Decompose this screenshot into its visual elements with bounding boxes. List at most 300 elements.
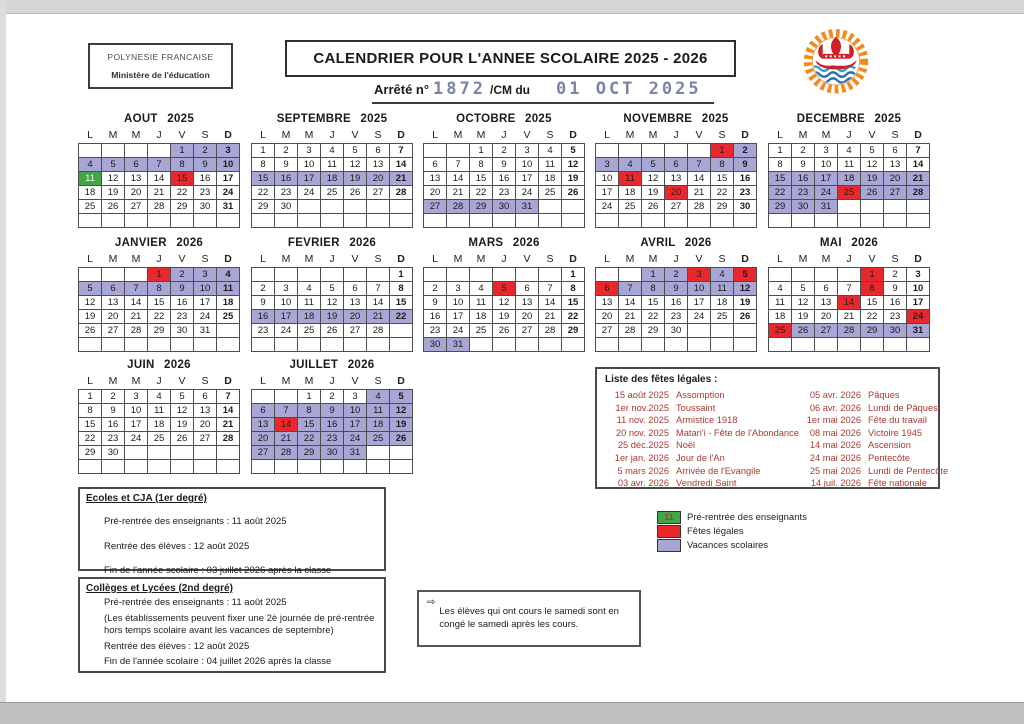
day-cell: 9 (252, 296, 275, 310)
weekday-header: V (351, 375, 359, 388)
day-cell: 5 (79, 282, 102, 296)
day-cell: 1 (562, 268, 585, 282)
day-cell: 15 (769, 172, 792, 186)
day-cell: 22 (171, 186, 194, 200)
legend-swatch-vac (657, 539, 681, 552)
fete-date: 1er mai 2026 (806, 415, 861, 426)
day-cell: 24 (596, 200, 619, 214)
ecoles-line: Fin de l'année scolaire : 03 juillet 2026 après la classe (104, 565, 332, 576)
day-cell: 25 (298, 324, 321, 338)
arrete-line (372, 79, 714, 104)
day-cell: 7 (619, 282, 642, 296)
day-cell: 5 (562, 144, 585, 158)
weekday-header: D (741, 129, 749, 142)
day-cell: 21 (390, 172, 413, 186)
day-cell: 6 (884, 144, 907, 158)
day-cell: 21 (275, 432, 298, 446)
day-cell: 24 (516, 186, 539, 200)
weekday-header: J (329, 253, 335, 266)
day-cell (298, 200, 321, 214)
day-cell (367, 460, 390, 474)
day-cell: 17 (815, 172, 838, 186)
day-cell (619, 268, 642, 282)
day-cell: 26 (562, 186, 585, 200)
day-cell: 31 (516, 200, 539, 214)
week-row (596, 172, 757, 186)
weekday-header-row (79, 128, 240, 144)
week-row (769, 172, 930, 186)
month-table (78, 374, 240, 474)
day-cell: 31 (815, 200, 838, 214)
day-cell: 11 (321, 158, 344, 172)
day-cell: 25 (619, 200, 642, 214)
week-row (252, 338, 413, 352)
weekday-header: J (501, 129, 507, 142)
weekday-header: V (523, 253, 531, 266)
day-cell: 28 (275, 446, 298, 460)
day-cell: 3 (298, 144, 321, 158)
month-title: OCTOBRE 2025 (456, 113, 552, 125)
week-row (424, 214, 585, 228)
day-cell (516, 338, 539, 352)
day-cell: 23 (792, 186, 815, 200)
day-cell: 28 (447, 200, 470, 214)
day-cell: 6 (665, 158, 688, 172)
day-cell (79, 338, 102, 352)
day-cell: 28 (619, 324, 642, 338)
day-cell: 29 (711, 200, 734, 214)
day-cell: 17 (596, 186, 619, 200)
day-cell: 21 (907, 172, 930, 186)
day-cell: 18 (367, 418, 390, 432)
day-cell: 18 (148, 418, 171, 432)
fete-row (797, 389, 948, 402)
day-cell (884, 338, 907, 352)
day-cell (838, 268, 861, 282)
day-cell: 17 (688, 296, 711, 310)
weekday-header-row (252, 374, 413, 390)
weekday-header: D (397, 253, 405, 266)
day-cell: 23 (734, 186, 757, 200)
week-row (769, 296, 930, 310)
day-cell: 27 (884, 186, 907, 200)
week-row (596, 282, 757, 296)
week-row (769, 186, 930, 200)
day-cell: 14 (688, 172, 711, 186)
day-cell (493, 268, 516, 282)
day-cell: 5 (642, 158, 665, 172)
month-decembre-2025 (768, 113, 930, 228)
day-cell: 6 (596, 282, 619, 296)
scan-edge-left (0, 0, 6, 723)
day-cell: 23 (171, 310, 194, 324)
weekday-header: M (798, 253, 808, 266)
day-cell: 17 (447, 310, 470, 324)
day-cell: 20 (596, 310, 619, 324)
weekday-header: V (351, 129, 359, 142)
day-cell: 26 (861, 186, 884, 200)
ecoles-box-title: Ecoles et CJA (1er degré) (86, 493, 207, 504)
day-cell: 21 (217, 418, 240, 432)
legend-swatch-fet (657, 525, 681, 538)
day-cell (252, 214, 275, 228)
day-cell: 16 (102, 418, 125, 432)
day-cell: 7 (148, 158, 171, 172)
week-row (769, 214, 930, 228)
day-cell: 17 (217, 172, 240, 186)
day-cell (447, 268, 470, 282)
week-row (79, 172, 240, 186)
arrete-number-stamp: 1872 (433, 79, 486, 99)
day-cell: 19 (734, 296, 757, 310)
day-cell: 4 (838, 144, 861, 158)
day-cell: 8 (470, 158, 493, 172)
weekday-header: J (846, 253, 852, 266)
day-cell: 20 (516, 310, 539, 324)
day-cell: 27 (367, 186, 390, 200)
day-cell: 25 (769, 324, 792, 338)
day-cell: 17 (298, 172, 321, 186)
day-cell: 2 (792, 144, 815, 158)
day-cell: 3 (125, 390, 148, 404)
day-cell: 13 (424, 172, 447, 186)
weekday-header: S (201, 129, 209, 142)
week-row (79, 310, 240, 324)
day-cell: 7 (367, 282, 390, 296)
day-cell: 2 (194, 144, 217, 158)
day-cell: 13 (665, 172, 688, 186)
weekday-header: V (868, 253, 876, 266)
day-cell: 10 (815, 158, 838, 172)
weekday-header: M (131, 129, 141, 142)
day-cell: 30 (194, 200, 217, 214)
day-cell: 15 (79, 418, 102, 432)
day-cell: 27 (424, 200, 447, 214)
day-cell (390, 338, 413, 352)
day-cell: 18 (217, 296, 240, 310)
weekday-header: J (329, 375, 335, 388)
day-cell: 10 (194, 282, 217, 296)
day-cell: 11 (298, 296, 321, 310)
week-row (769, 338, 930, 352)
day-cell: 6 (815, 282, 838, 296)
day-cell: 11 (769, 296, 792, 310)
fete-date: 20 nov. 2025 (615, 427, 669, 438)
fete-date: 5 mars 2026 (617, 465, 669, 476)
day-cell (562, 338, 585, 352)
day-cell (539, 268, 562, 282)
day-cell: 14 (217, 404, 240, 418)
weekday-header-row (252, 252, 413, 268)
day-cell: 25 (539, 186, 562, 200)
weekday-header: L (604, 129, 610, 142)
day-cell (861, 214, 884, 228)
day-cell: 16 (884, 296, 907, 310)
weekday-header-row (424, 128, 585, 144)
weekday-header: D (741, 253, 749, 266)
day-cell (390, 446, 413, 460)
page-title: CALENDRIER POUR L'ANNEE SCOLAIRE 2025 - 2026 (313, 50, 708, 67)
day-cell: 24 (447, 324, 470, 338)
day-cell: 18 (79, 186, 102, 200)
weekday-header-row (769, 128, 930, 144)
day-cell (298, 214, 321, 228)
week-row (252, 144, 413, 158)
day-cell: 15 (252, 172, 275, 186)
day-cell (171, 460, 194, 474)
weekday-header-row (252, 128, 413, 144)
day-cell: 26 (792, 324, 815, 338)
week-row (79, 214, 240, 228)
weekday-header: S (374, 375, 382, 388)
fete-name: Lundi de Pentecôte (868, 465, 949, 476)
legend-swatch-pre: 11 (657, 511, 681, 524)
month-title: DECEMBRE 2025 (796, 113, 902, 125)
day-cell (125, 268, 148, 282)
day-cell: 6 (367, 144, 390, 158)
day-cell: 24 (125, 432, 148, 446)
week-row (596, 200, 757, 214)
day-cell: 9 (102, 404, 125, 418)
day-cell: 6 (102, 282, 125, 296)
fete-name: Ascension (868, 440, 911, 451)
fete-date: 14 mai 2026 (809, 440, 861, 451)
day-cell: 12 (493, 296, 516, 310)
month-table (78, 252, 240, 352)
day-cell: 9 (171, 282, 194, 296)
month-title: JANVIER 2026 (114, 237, 204, 249)
day-cell: 15 (642, 296, 665, 310)
day-cell: 19 (171, 418, 194, 432)
day-cell: 12 (344, 158, 367, 172)
day-cell: 8 (252, 158, 275, 172)
weekday-header: S (201, 253, 209, 266)
day-cell: 20 (424, 186, 447, 200)
day-cell (367, 268, 390, 282)
week-row (424, 324, 585, 338)
day-cell: 27 (102, 324, 125, 338)
month-title: AOUT 2025 (123, 113, 195, 125)
day-cell: 31 (344, 446, 367, 460)
weekday-header: M (108, 253, 118, 266)
day-cell: 8 (79, 404, 102, 418)
weekday-header: M (625, 129, 635, 142)
day-cell (79, 268, 102, 282)
day-cell (102, 338, 125, 352)
month-table (768, 252, 930, 352)
day-cell: 7 (217, 390, 240, 404)
colleges-line: Pré-rentrée des enseignants : 11 août 2025 (104, 597, 287, 608)
day-cell (217, 324, 240, 338)
week-row (596, 296, 757, 310)
day-cell: 17 (516, 172, 539, 186)
week-row (424, 144, 585, 158)
day-cell (321, 200, 344, 214)
weekday-header: M (304, 129, 314, 142)
week-row (252, 186, 413, 200)
week-row (79, 282, 240, 296)
day-cell: 19 (390, 418, 413, 432)
day-cell: 3 (194, 268, 217, 282)
weekday-header: M (476, 129, 486, 142)
day-cell: 11 (79, 172, 102, 186)
day-cell: 12 (79, 296, 102, 310)
day-cell: 30 (734, 200, 757, 214)
day-cell (390, 214, 413, 228)
day-cell: 19 (861, 172, 884, 186)
day-cell: 22 (769, 186, 792, 200)
month-fevrier-2026 (251, 237, 413, 352)
colleges-line: Fin de l'année scolaire : 04 juillet 2026 après la classe (104, 656, 332, 667)
day-cell: 29 (642, 324, 665, 338)
day-cell: 27 (194, 432, 217, 446)
ecoles-line: Rentrée des élèves : 12 août 2025 (104, 540, 250, 552)
day-cell: 23 (252, 324, 275, 338)
week-row (424, 310, 585, 324)
weekday-header: J (156, 129, 162, 142)
day-cell: 12 (102, 172, 125, 186)
day-cell (171, 338, 194, 352)
day-cell: 26 (344, 186, 367, 200)
day-cell: 7 (447, 158, 470, 172)
day-cell: 11 (367, 404, 390, 418)
legend-item-vac (657, 539, 907, 552)
day-cell: 2 (171, 268, 194, 282)
day-cell: 18 (838, 172, 861, 186)
day-cell (470, 338, 493, 352)
day-cell: 22 (711, 186, 734, 200)
day-cell (470, 214, 493, 228)
day-cell: 6 (194, 390, 217, 404)
week-row (596, 158, 757, 172)
day-cell: 29 (298, 446, 321, 460)
weekday-header: S (891, 253, 899, 266)
day-cell: 15 (148, 296, 171, 310)
day-cell: 30 (102, 446, 125, 460)
day-cell: 16 (424, 310, 447, 324)
day-cell: 20 (367, 172, 390, 186)
weekday-header: V (523, 129, 531, 142)
day-cell (493, 338, 516, 352)
day-cell: 22 (642, 310, 665, 324)
day-cell (79, 144, 102, 158)
day-cell: 4 (619, 158, 642, 172)
day-cell: 15 (711, 172, 734, 186)
day-cell: 9 (424, 296, 447, 310)
day-cell (619, 338, 642, 352)
month-janvier-2026 (78, 237, 240, 352)
weekday-header: D (224, 253, 232, 266)
weekday-header: D (569, 253, 577, 266)
month-avril-2026 (595, 237, 757, 352)
day-cell: 12 (792, 296, 815, 310)
weekday-header: M (648, 129, 658, 142)
legend-label: Fêtes légales (687, 526, 744, 537)
day-cell: 19 (344, 172, 367, 186)
day-cell: 24 (815, 186, 838, 200)
day-cell (102, 268, 125, 282)
day-cell: 30 (493, 200, 516, 214)
day-cell: 28 (217, 432, 240, 446)
day-cell: 28 (390, 186, 413, 200)
month-table (595, 128, 757, 228)
day-cell (275, 268, 298, 282)
day-cell: 9 (275, 158, 298, 172)
day-cell (390, 324, 413, 338)
day-cell (102, 214, 125, 228)
day-cell: 22 (861, 310, 884, 324)
week-row (79, 200, 240, 214)
fetes-columns (605, 389, 949, 490)
fete-row (605, 477, 797, 490)
day-cell: 16 (275, 172, 298, 186)
month-title: SEPTEMBRE 2025 (276, 113, 388, 125)
weekday-header: L (777, 253, 783, 266)
day-cell (148, 214, 171, 228)
day-cell (769, 214, 792, 228)
day-cell (148, 338, 171, 352)
month-novembre-2025 (595, 113, 757, 228)
day-cell: 18 (619, 186, 642, 200)
day-cell (907, 214, 930, 228)
day-cell: 14 (390, 158, 413, 172)
day-cell: 29 (562, 324, 585, 338)
saturday-note-text: Les élèves qui ont cours le samedi sont en congé le samedi après les cours. (439, 606, 619, 630)
week-row (769, 158, 930, 172)
day-cell: 16 (171, 296, 194, 310)
day-cell: 21 (619, 310, 642, 324)
day-cell: 20 (102, 310, 125, 324)
week-row (79, 446, 240, 460)
weekday-header: M (476, 253, 486, 266)
weekday-header: L (777, 129, 783, 142)
day-cell: 30 (275, 200, 298, 214)
day-cell (838, 200, 861, 214)
day-cell: 23 (884, 310, 907, 324)
day-cell: 2 (275, 144, 298, 158)
day-cell (539, 214, 562, 228)
week-row (252, 324, 413, 338)
day-cell: 24 (298, 186, 321, 200)
day-cell: 6 (125, 158, 148, 172)
weekday-header: J (846, 129, 852, 142)
fete-row (605, 414, 797, 427)
day-cell (861, 338, 884, 352)
day-cell (516, 268, 539, 282)
day-cell: 3 (596, 158, 619, 172)
day-cell: 27 (516, 324, 539, 338)
day-cell: 1 (769, 144, 792, 158)
day-cell (688, 144, 711, 158)
day-cell: 18 (298, 310, 321, 324)
weekday-header: M (131, 253, 141, 266)
month-table (595, 252, 757, 352)
day-cell: 26 (79, 324, 102, 338)
colleges-line: (Les établissements peuvent fixer une 2è journée de pré-rentrée hors temps scolaire avant les vacances de septembre) (104, 612, 375, 636)
week-row (252, 390, 413, 404)
day-cell (252, 268, 275, 282)
day-cell: 11 (711, 282, 734, 296)
day-cell (562, 200, 585, 214)
weekday-header: L (87, 129, 93, 142)
day-cell (619, 214, 642, 228)
day-cell: 22 (562, 310, 585, 324)
scan-edge-top (0, 0, 1024, 14)
day-cell (298, 338, 321, 352)
day-cell: 21 (148, 186, 171, 200)
day-cell: 31 (447, 338, 470, 352)
day-cell: 13 (252, 418, 275, 432)
